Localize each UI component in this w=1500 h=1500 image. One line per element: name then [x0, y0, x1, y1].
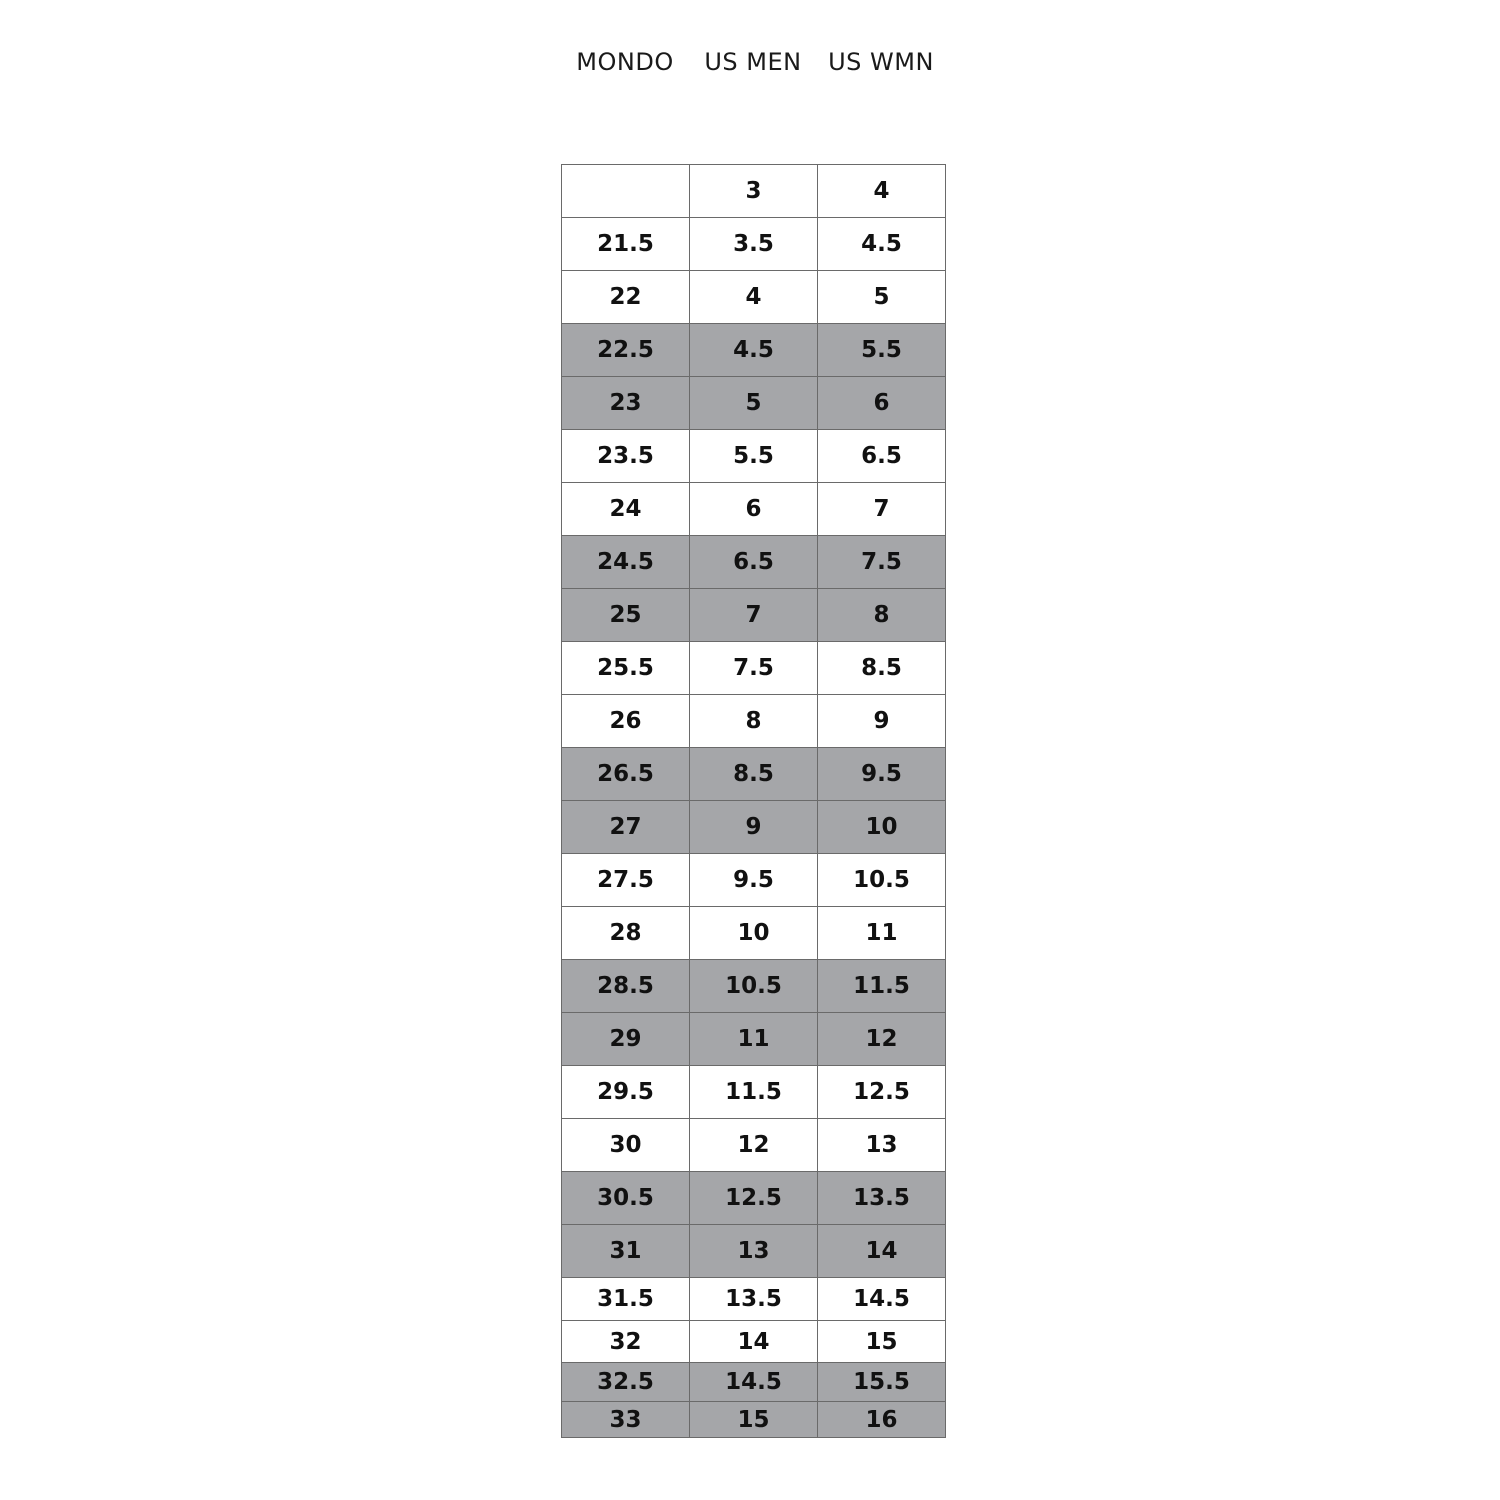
table-row — [562, 748, 946, 801]
cell-us-wmn: 10.5 — [818, 854, 946, 907]
cell-us-wmn: 13.5 — [818, 1172, 946, 1225]
cell-us-men: 5.5 — [690, 430, 818, 483]
table-row — [562, 801, 946, 854]
cell-us-men: 5 — [690, 377, 818, 430]
table-row — [562, 377, 946, 430]
cell-mondo — [562, 165, 690, 218]
cell-us-men: 11 — [690, 1013, 818, 1066]
cell-mondo: 24 — [562, 483, 690, 536]
table-row — [562, 695, 946, 748]
table-row — [562, 324, 946, 377]
table-row — [562, 589, 946, 642]
table-row — [562, 430, 946, 483]
cell-mondo: 29 — [562, 1013, 690, 1066]
table-row — [562, 1278, 946, 1321]
cell-us-wmn: 7 — [818, 483, 946, 536]
cell-us-wmn: 7.5 — [818, 536, 946, 589]
cell-us-wmn: 16 — [818, 1402, 946, 1438]
cell-us-men: 13.5 — [690, 1278, 818, 1321]
cell-us-wmn: 8 — [818, 589, 946, 642]
cell-us-wmn: 9 — [818, 695, 946, 748]
cell-us-wmn: 10 — [818, 801, 946, 854]
cell-mondo: 33 — [562, 1402, 690, 1438]
cell-mondo: 32 — [562, 1321, 690, 1363]
cell-mondo: 27 — [562, 801, 690, 854]
table-row — [562, 1066, 946, 1119]
table-row — [562, 483, 946, 536]
cell-us-men: 3.5 — [690, 218, 818, 271]
cell-us-men: 10 — [690, 907, 818, 960]
cell-mondo: 22.5 — [562, 324, 690, 377]
table-row — [562, 1321, 946, 1363]
cell-mondo: 28 — [562, 907, 690, 960]
cell-us-men: 13 — [690, 1225, 818, 1278]
size-chart-table — [561, 164, 946, 1438]
cell-us-men: 8 — [690, 695, 818, 748]
cell-us-wmn: 4.5 — [818, 218, 946, 271]
cell-us-wmn: 6 — [818, 377, 946, 430]
cell-mondo: 23.5 — [562, 430, 690, 483]
cell-us-wmn: 13 — [818, 1119, 946, 1172]
table-row — [562, 642, 946, 695]
cell-mondo: 27.5 — [562, 854, 690, 907]
cell-us-wmn: 11 — [818, 907, 946, 960]
table-row — [562, 165, 946, 218]
table-row — [562, 1013, 946, 1066]
table-row — [562, 271, 946, 324]
cell-us-wmn: 14.5 — [818, 1278, 946, 1321]
cell-mondo: 28.5 — [562, 960, 690, 1013]
table-row — [562, 1225, 946, 1278]
cell-mondo: 26.5 — [562, 748, 690, 801]
cell-us-wmn: 6.5 — [818, 430, 946, 483]
cell-us-men: 9.5 — [690, 854, 818, 907]
cell-us-wmn: 14 — [818, 1225, 946, 1278]
cell-mondo: 30.5 — [562, 1172, 690, 1225]
cell-us-wmn: 5.5 — [818, 324, 946, 377]
cell-mondo: 29.5 — [562, 1066, 690, 1119]
cell-us-men: 7.5 — [690, 642, 818, 695]
cell-us-men: 12.5 — [690, 1172, 818, 1225]
cell-mondo: 31 — [562, 1225, 690, 1278]
cell-mondo: 25.5 — [562, 642, 690, 695]
table-row — [562, 218, 946, 271]
cell-us-men: 15 — [690, 1402, 818, 1438]
table-row — [562, 1402, 946, 1438]
table-row — [562, 1363, 946, 1402]
table-row — [562, 960, 946, 1013]
cell-us-wmn: 9.5 — [818, 748, 946, 801]
cell-us-wmn: 5 — [818, 271, 946, 324]
size-chart-body — [562, 165, 946, 1438]
cell-mondo: 30 — [562, 1119, 690, 1172]
cell-us-men: 12 — [690, 1119, 818, 1172]
cell-us-wmn: 12 — [818, 1013, 946, 1066]
cell-us-men: 11.5 — [690, 1066, 818, 1119]
cell-us-wmn: 4 — [818, 165, 946, 218]
cell-us-men: 10.5 — [690, 960, 818, 1013]
cell-mondo: 21.5 — [562, 218, 690, 271]
cell-us-men: 6 — [690, 483, 818, 536]
header-us-wmn: US WMN — [828, 48, 934, 76]
cell-us-men: 3 — [690, 165, 818, 218]
table-row — [562, 854, 946, 907]
cell-us-men: 7 — [690, 589, 818, 642]
cell-us-men: 9 — [690, 801, 818, 854]
cell-us-wmn: 15 — [818, 1321, 946, 1363]
cell-us-men: 14 — [690, 1321, 818, 1363]
cell-mondo: 32.5 — [562, 1363, 690, 1402]
cell-us-wmn: 8.5 — [818, 642, 946, 695]
table-row — [562, 907, 946, 960]
header-mondo: MONDO — [576, 48, 674, 76]
cell-mondo: 22 — [562, 271, 690, 324]
cell-us-wmn: 12.5 — [818, 1066, 946, 1119]
header-us-men: US MEN — [704, 48, 802, 76]
cell-mondo: 31.5 — [562, 1278, 690, 1321]
cell-us-men: 14.5 — [690, 1363, 818, 1402]
cell-us-men: 8.5 — [690, 748, 818, 801]
cell-mondo: 26 — [562, 695, 690, 748]
cell-mondo: 24.5 — [562, 536, 690, 589]
cell-mondo: 23 — [562, 377, 690, 430]
cell-us-wmn: 11.5 — [818, 960, 946, 1013]
cell-us-men: 6.5 — [690, 536, 818, 589]
cell-mondo: 25 — [562, 589, 690, 642]
cell-us-men: 4 — [690, 271, 818, 324]
table-row — [562, 1119, 946, 1172]
cell-us-wmn: 15.5 — [818, 1363, 946, 1402]
cell-us-men: 4.5 — [690, 324, 818, 377]
column-headers — [0, 48, 1500, 84]
table-row — [562, 536, 946, 589]
table-row — [562, 1172, 946, 1225]
